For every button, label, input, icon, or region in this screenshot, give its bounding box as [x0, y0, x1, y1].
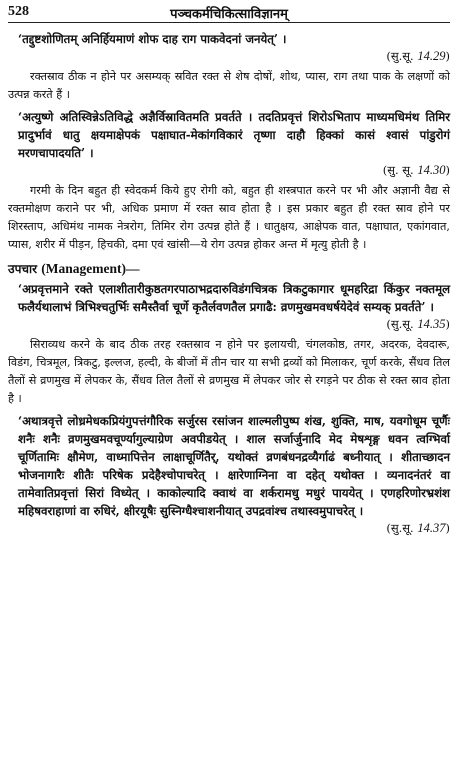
sanskrit-verse: ‘अप्रवृत्तमाने रक्ते एलाशीतारीकुष्ठतगरपाठाभद्रदारुविडंगचित्रक त्रिकटुकागार धूमहरिद्रा किंकुर नक्तमूल फलैर्यथालाभं त्रिभिश्चतुर्भिः समैस्तैर्वा चूर्णे कृतैर्लवणतैल प्रगाढै: व्रणमुखमवधर्षयेदेवं सम्यक् प्रवर्तते’ ।: [18, 282, 450, 314]
hindi-paragraph: सिराव्यध करने के बाद ठीक तरह रक्तस्राव न होने पर इलायची, चंगलकोष्ठ, तगर, अदरक, देवदारू, विडंग, चित्रमूल, त्रिकटु, इल्लज, हल्दी, के बीजों में तीन चार या सभी द्रव्यों को मिलाकर, चूर्ण करके, सैंधव तिल तैलों से व्रणमुख में लेपकर के, सैंधव तिल तैलों से व्रणमुख में लेपकर जोर से रगड़ने पर ठीक से रक्त स्राव होता है ।: [8, 338, 450, 405]
hindi-paragraph: गरमी के दिन बहुत ही स्वेदकर्म किये हुए रोगी को, बहुत ही शस्त्रपात करने पर भी और अज्ञानी वैद्य से रक्तमोक्षण कराने पर भी, अधिक प्रमाण में रक्त स्राव होता है । इस प्रकार बहुत ही रक्त स्राव होने पर शिरस्ताप, अधिमंथ नामक नेत्ररोग, तिमिर रोग उत्पन्न होते हैं । धातुक्षय, आक्षेपक वात, पक्षाघात, एकांगवात, प्यास, शरीर में पीड़न, हिचकी, दमा एवं खांसी—ये रोग उत्पन्न होकर अन्त में मृत्यु होती है ।: [8, 184, 450, 251]
sanskrit-verse: ‘अत्युष्णे अतिस्विन्नेऽतिविद्धे अज्ञैर्विस्रावितमति प्रवर्तते । तदतिप्रवृत्तं शिरोऽभिताप माध्यमधिमंथ तिमिर प्रादुर्भावं धातु क्षयमाक्षेपकं पक्षाघात-मेकांगविकारं तृष्णा दाहौ हिक्कां कासं श्वासं पांडुरोगं मरणचापादयति’ ।: [18, 110, 450, 160]
page-number: 528: [8, 4, 29, 19]
verse-reference: (सु.सू. 14.29): [386, 49, 450, 63]
verse-reference: (सु. सू. 14.30): [382, 163, 450, 177]
page-header: [8, 4, 450, 23]
section-heading: उपचार (Management)—: [8, 261, 140, 276]
verse-reference: (सु.सू. 14.37): [386, 521, 450, 535]
running-title: पञ्चकर्मचिकित्साविज्ञानम्: [170, 7, 288, 22]
sanskrit-verse: ‘तद्दुष्टशोणितम् अनिर्हियमाणं शोफ दाह राग पाकवेदनां जनयेत्’ ।: [18, 32, 287, 46]
hindi-paragraph: रक्तस्राव ठीक न होने पर असम्यक् स्रवित रक्त से शेष दोषों, शोथ, प्यास, राग तथा पाक के लक्षणों को उत्पन्न करते हैं ।: [8, 70, 450, 101]
sanskrit-verse: ‘अथात्रवृत्ते लोध्रमेधकप्रियंगुपत्तंगौरिक सर्जुरस रसांजन शाल्मलीपुष्प शंख, शुक्ति, माष, यवगोधूम चूर्णैः शनैः शनैः व्रणमुखमवचूर्ण्यागुल्याग्रेण अवपीडयेत् । शाल सर्जार्जुनादि मेद मेषशृङ्ग धवन त्वग्भिर्वा चूर्णितामिः क्षौमेण, वाध्मापित्तेन लाक्षाचूर्णितैर्, यथोक्तं व्रणबंधनद्रव्यैर्गाढं बध्नीयात् । शीताच्छादन भोजनागारैः शीतैः परिषेक प्रदेहैश्चोपाचरेत् । क्षारेणाग्निना वा दहेत् यथोक्त । व्यनादनंतरं वा तामेवातिप्रवृत्तां सिरां विध्येत् । काकोल्यादि क्वाथं वा शर्करामधु मधुरं पाययेत् । एणहरिणोरभ्रशंश महिषवराहाणां वा रुधिरं, क्षीरयूषैः सुस्निग्धैश्चाशनीयात् उपद्रवांश्च तथास्वमुपाचरेत् ।: [18, 414, 450, 518]
verse-reference: (सु.सू. 14.35): [386, 317, 450, 331]
